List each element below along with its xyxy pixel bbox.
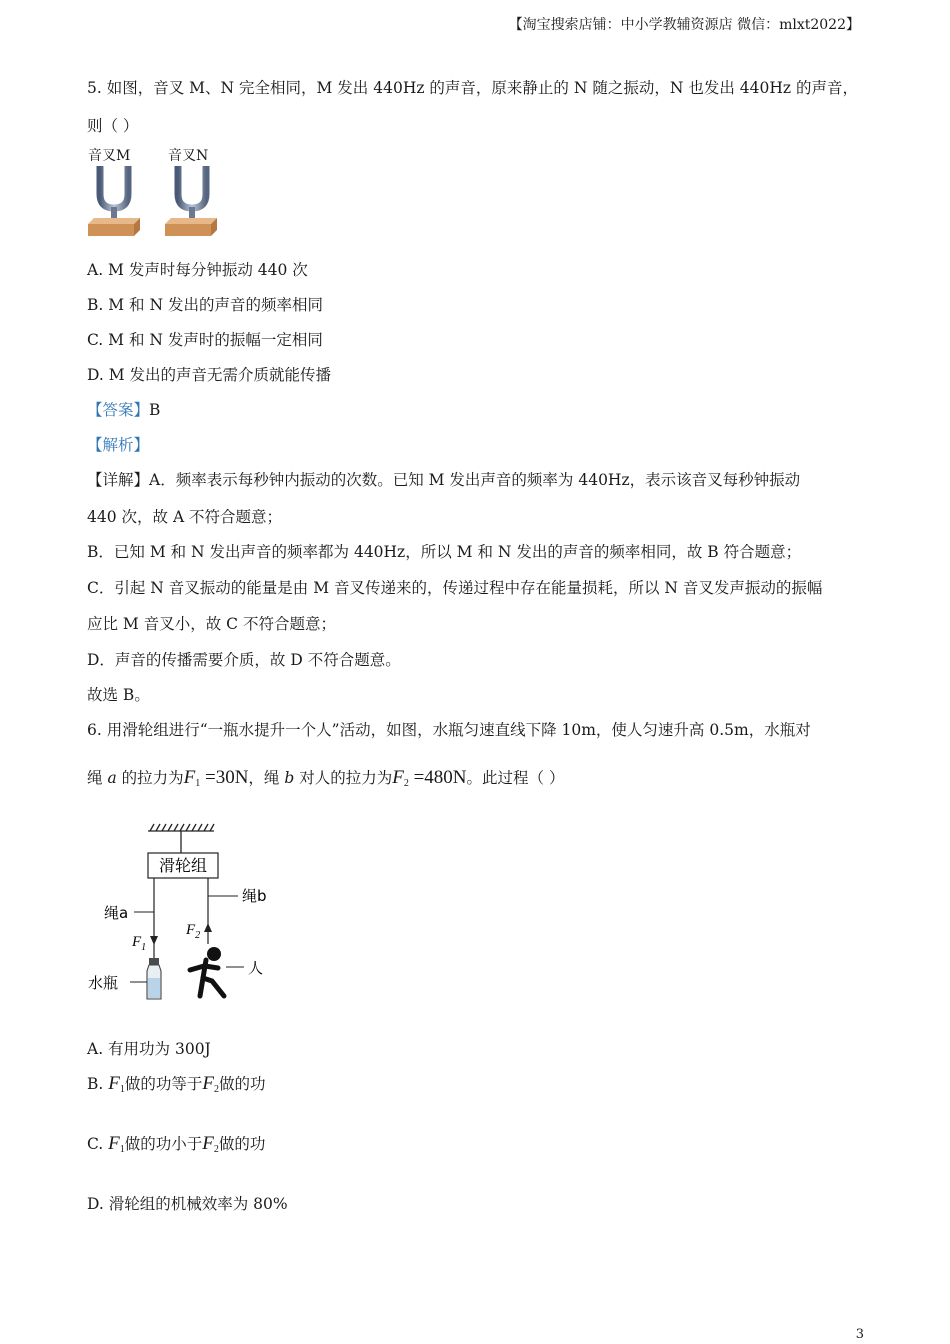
q6-option-d: D. 滑轮组的机械效率为 80% — [87, 1195, 288, 1213]
tuning-forks-figure — [84, 160, 224, 242]
option-b-mid: 做的功等于 — [124, 1075, 203, 1093]
option-b-suffix: 做的功 — [218, 1075, 266, 1093]
q6-option-c — [87, 1132, 265, 1155]
q5-answer — [87, 398, 160, 420]
f2-symbol: $F_2$ — [202, 1133, 219, 1155]
q5-option-b: B. M 和 N 发出的声音的频率相同 — [87, 296, 323, 314]
q5-option-a: A. M 发声时每分钟振动 440 次 — [87, 261, 308, 279]
q5-stem-line2: 则（ ） — [87, 117, 139, 135]
tuning-fork-n-label: 音叉N — [168, 148, 209, 164]
q5-detail-line2: 440 次，故 A 不符合题意； — [87, 508, 283, 526]
option-b-prefix: B. — [87, 1075, 109, 1093]
q6-option-a: A. 有用功为 300J — [87, 1040, 211, 1058]
q6-text: 的拉力为 — [116, 769, 184, 787]
analysis-tag: 【解析】 — [87, 436, 150, 454]
option-c-prefix: C. — [87, 1135, 109, 1153]
f1-label: $F_1$ — [132, 934, 147, 953]
f1-arrow — [150, 936, 158, 945]
page-number: 3 — [855, 1327, 864, 1342]
answer-tag: 【答案】 — [87, 401, 150, 419]
q5-detail-line5: 应比 M 音叉小，故 C 不符合题意； — [87, 615, 336, 633]
q5-detail-line3: B．已知 M 和 N 发出声音的频率都为 440Hz，所以 M 和 N 发出的声音的频率相同，故 B 符合题意； — [87, 543, 802, 561]
rope-b-label: 绳b — [242, 887, 267, 905]
option-c-mid: 做的功小于 — [124, 1135, 203, 1153]
bottle-label: 水瓶 — [88, 974, 119, 992]
q6-text: 绳 — [87, 769, 108, 787]
ceiling — [148, 824, 214, 853]
tuning-fork-n — [165, 166, 217, 236]
q5-detail-line1: 【详解】A．频率表示每秒钟内振动的次数。已知 M 发出声音的频率为 440Hz，表示该音叉每秒钟振动 — [87, 471, 801, 489]
page-header: 【淘宝搜索店铺：中小学教辅资源店 微信：mlxt2022】 — [508, 17, 860, 33]
q5-detail-line6: D．声音的传播需要介质，故 D 不符合题意。 — [87, 651, 401, 669]
f2-arrow — [204, 923, 212, 932]
water-bottle — [147, 958, 161, 999]
rope-b-symbol: b — [284, 769, 295, 787]
equation-f1: $F_1 =30N$ — [183, 767, 249, 789]
q6-text: 。此过程（ ） — [466, 769, 565, 787]
q5-option-c: C. M 和 N 发声时的振幅一定相同 — [87, 331, 323, 349]
option-c-suffix: 做的功 — [218, 1135, 266, 1153]
person-label: 人 — [248, 959, 264, 977]
answer-value: B — [149, 401, 161, 419]
q6-text: 对人的拉力为 — [294, 769, 393, 787]
q6-text: ，绳 — [248, 769, 285, 787]
person-figure — [190, 947, 224, 996]
equation-f2: $F_2 =480N$ — [392, 767, 467, 789]
pulley-figure — [86, 818, 286, 1004]
q6-stem-line1: 6. 用滑轮组进行“一瓶水提升一个人”活动，如图，水瓶匀速直线下降 10m，使人匀速升高 0.5m，水瓶对 — [87, 721, 811, 739]
q5-detail-line4: C．引起 N 音叉振动的能量是由 M 音叉传递来的，传递过程中存在能量损耗，所以 N 音叉发声振动的振幅 — [87, 579, 823, 597]
q5-option-d: D. M 发出的声音无需介质就能传播 — [87, 366, 332, 384]
tuning-fork-m-label: 音叉M — [88, 148, 131, 164]
f1-symbol: $F_1$ — [108, 1133, 125, 1155]
f1-symbol: $F_1$ — [108, 1073, 125, 1095]
q5-stem-line1: 5. 如图，音叉 M、N 完全相同，M 发出 440Hz 的声音，原来静止的 N 随之振动，N 也发出 440Hz 的声音， — [87, 79, 858, 97]
rope-a-symbol: a — [107, 769, 117, 787]
f2-symbol: $F_2$ — [202, 1073, 219, 1095]
q6-option-b — [87, 1072, 266, 1095]
q5-conclusion: 故选 B。 — [87, 686, 150, 704]
tuning-fork-m — [88, 166, 140, 236]
f2-label: $F_2$ — [186, 922, 201, 941]
rope-a-label: 绳a — [104, 904, 129, 922]
q6-stem-line2 — [87, 766, 564, 789]
pulley-label: 滑轮组 — [158, 856, 208, 875]
